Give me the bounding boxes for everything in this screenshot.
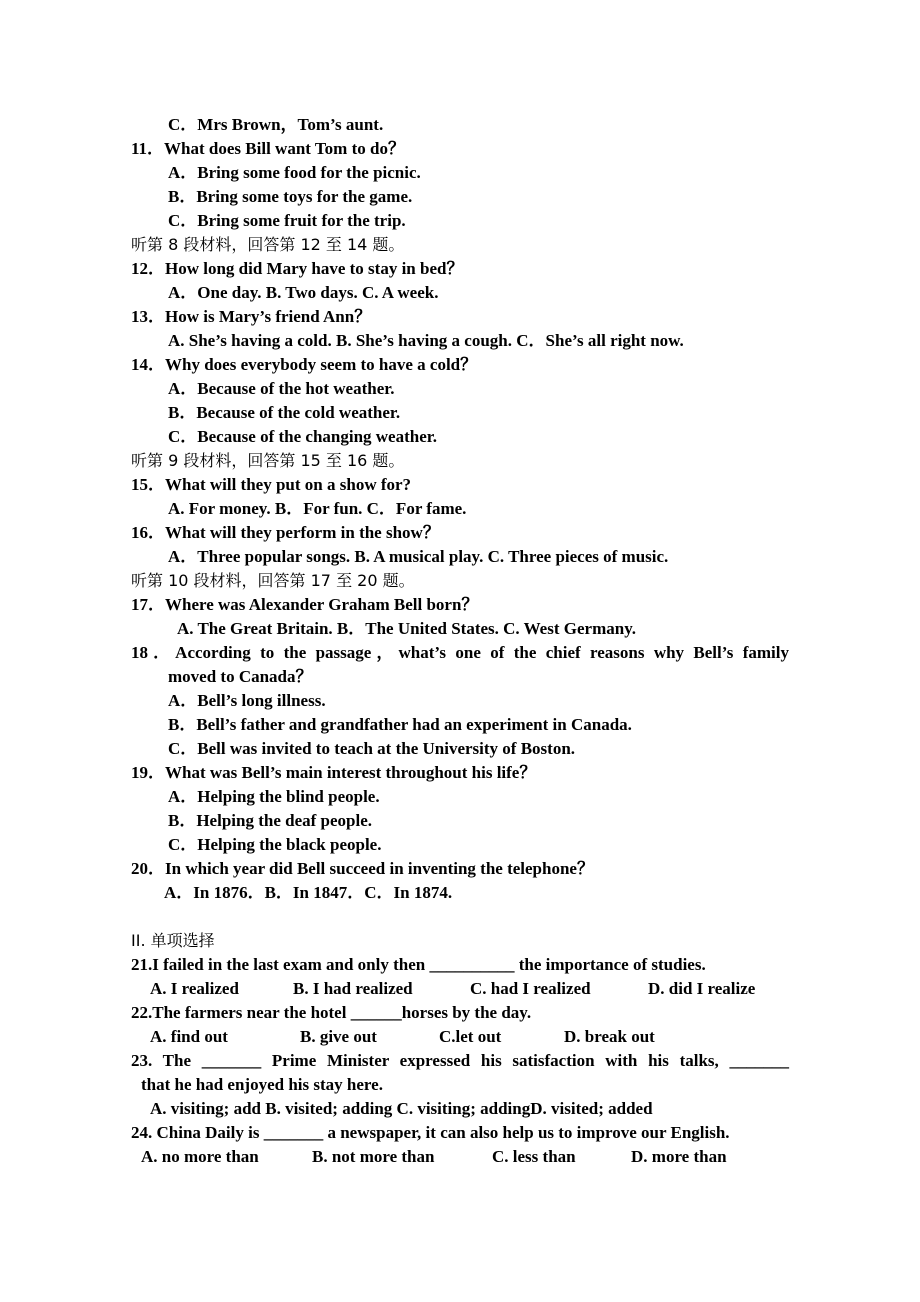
q17-question: 17．Where was Alexander Graham Bell born？	[131, 595, 479, 614]
q19-option-b: B．Helping the deaf people.	[168, 811, 373, 830]
q19-option-a: A．Helping the blind people.	[168, 787, 380, 806]
q19-option-c: C．Helping the black people.	[168, 835, 382, 854]
q22-option-a: A. find out	[150, 1027, 228, 1046]
q21-option-b: B. I had realized	[293, 979, 413, 998]
q16-options: A．Three popular songs. B. A musical play. C. Three pieces of music.	[168, 547, 669, 566]
q21-option-a: A. I realized	[150, 979, 239, 998]
q23-question-line2: that he had enjoyed his stay here.	[141, 1075, 383, 1094]
q20-question: 20．In which year did Bell succeed in inventing the telephone？	[131, 859, 594, 878]
q17-options: A. The Great Britain. B．The United States. C. West Germany.	[177, 619, 636, 638]
q22-option-d: D. break out	[564, 1027, 655, 1046]
q14-question: 14．Why does everybody seem to have a cold？	[131, 355, 478, 374]
section-9-instruction: 听第 9 段材料，回答第 15 至 16 题。	[131, 451, 405, 470]
q18-option-a: A．Bell’s long illness.	[168, 691, 326, 710]
q14-option-c: C．Because of the changing weather.	[168, 427, 437, 446]
q18-option-c: C．Bell was invited to teach at the University of Boston.	[168, 739, 576, 758]
q22-option-b: B. give out	[300, 1027, 377, 1046]
q24-question: 24. China Daily is _______ a newspaper, it can also help us to improve our English.	[131, 1123, 730, 1142]
q20-options: A．In 1876．B．In 1847．C．In 1874.	[164, 883, 453, 902]
q21-option-c: C. had I realized	[470, 979, 591, 998]
q18-question-line1: 18．According to the passage，what’s one of the chief reasons why Bell’s family	[131, 643, 789, 662]
section-10-instruction: 听第 10 段材料，回答第 17 至 20 题。	[131, 571, 415, 590]
q15-options: A. For money. B．For fun. C．For fame.	[168, 499, 467, 518]
q23-question-line1: 23. The _______ Prime Minister expressed his satisfaction with his talks, _______	[131, 1051, 789, 1070]
q11-question: 11．What does Bill want Tom to do？	[131, 139, 405, 158]
q24-option-a: A. no more than	[141, 1147, 259, 1166]
q18-option-b: B．Bell’s father and grandfather had an experiment in Canada.	[168, 715, 632, 734]
q23-options: A. visiting; add B. visited; adding C. visiting; addingD. visited; added	[150, 1099, 653, 1118]
q22-option-c: C.let out	[439, 1027, 502, 1046]
q11-option-a: A．Bring some food for the picnic.	[168, 163, 421, 182]
q18-question-line2: moved to Canada？	[168, 667, 313, 686]
section-ii-heading: II. 单项选择	[131, 931, 215, 950]
q12-question: 12．How long did Mary have to stay in bed？	[131, 259, 464, 278]
q24-option-d: D. more than	[631, 1147, 727, 1166]
q13-question: 13．How is Mary’s friend Ann？	[131, 307, 372, 326]
q24-option-b: B. not more than	[312, 1147, 435, 1166]
q14-option-b: B．Because of the cold weather.	[168, 403, 401, 422]
q24-option-c: C. less than	[492, 1147, 576, 1166]
q10-option-c: C．Mrs Brown，Tom’s aunt.	[168, 115, 384, 134]
q21-question: 21.I failed in the last exam and only then __________ the importance of studies.	[131, 955, 706, 974]
q11-option-b: B．Bring some toys for the game.	[168, 187, 413, 206]
q19-question: 19．What was Bell’s main interest throughout his life？	[131, 763, 537, 782]
section-8-instruction: 听第 8 段材料，回答第 12 至 14 题。	[131, 235, 405, 254]
q15-question: 15．What will they put on a show for?	[131, 475, 412, 494]
q12-options: A．One day. B. Two days. C. A week.	[168, 283, 439, 302]
q16-question: 16．What will they perform in the show？	[131, 523, 440, 542]
q14-option-a: A．Because of the hot weather.	[168, 379, 395, 398]
q22-question: 22.The farmers near the hotel ______horses by the day.	[131, 1003, 532, 1022]
q21-option-d: D. did I realize	[648, 979, 756, 998]
q13-options: A. She’s having a cold. B. She’s having a cough. C．She’s all right now.	[168, 331, 684, 350]
q11-option-c: C．Bring some fruit for the trip.	[168, 211, 406, 230]
